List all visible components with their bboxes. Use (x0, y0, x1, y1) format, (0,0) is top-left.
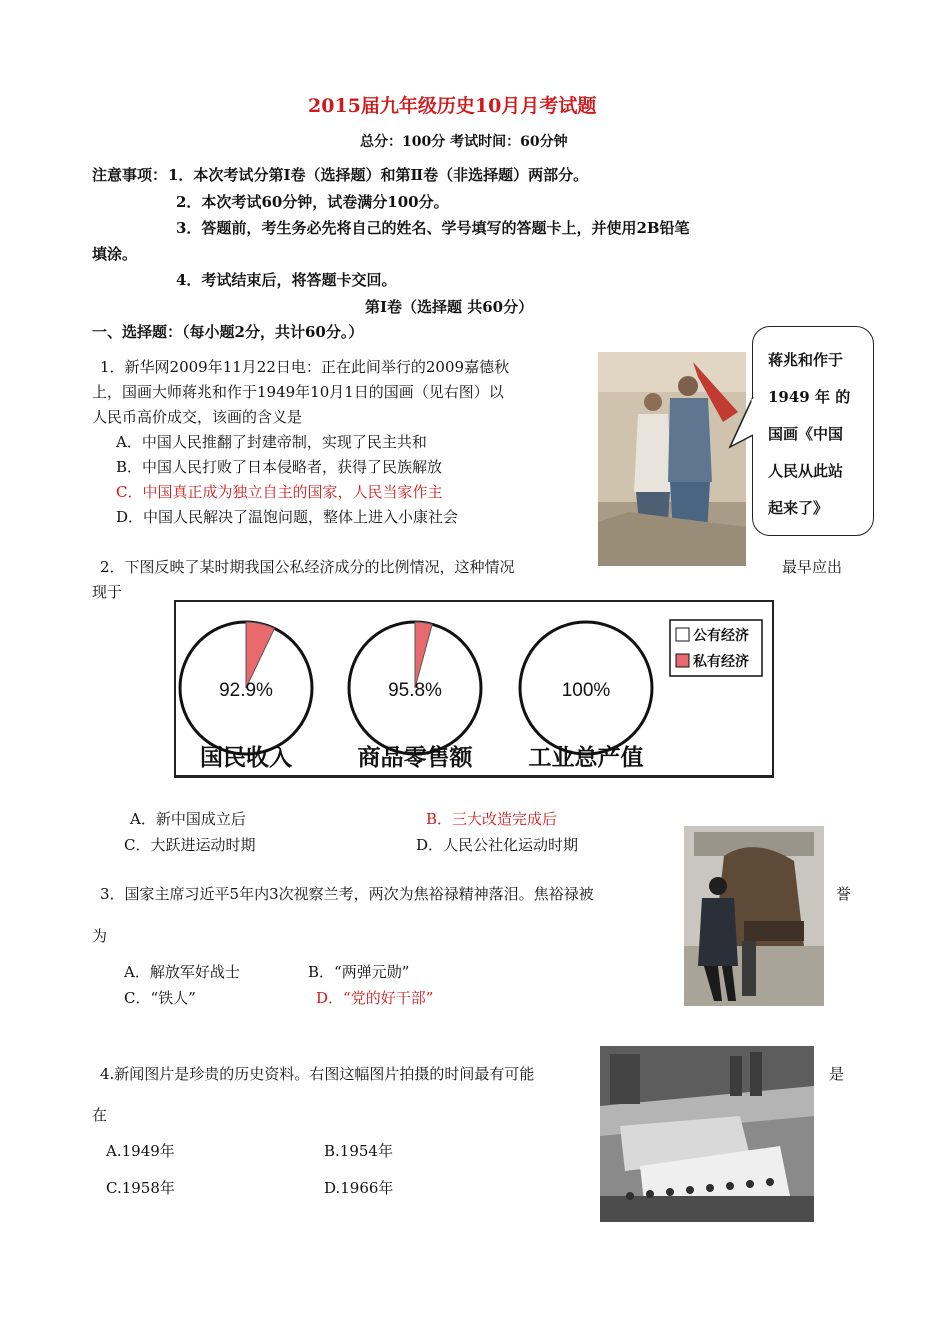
part-heading: 一、选择题：（每小题2分，共计60分。） (92, 323, 364, 341)
q3-option-d: D．“党的好干部” (316, 989, 434, 1007)
q3-line-1-tail: 誉 (836, 885, 852, 903)
q3-option-b: B．“两弹元勋” (308, 963, 410, 981)
q4-line-2: 在 (92, 1106, 108, 1124)
q2-line-2: 现于 (92, 583, 123, 601)
q4-line-1-tail: 是 (829, 1065, 845, 1083)
q1-option-b: B．中国人民打败了日本侵略者，获得了民族解放 (116, 458, 443, 476)
note-item-1: 1．本次考试分第Ⅰ卷（选择题）和第Ⅱ卷（非选择题）两部分。 (168, 166, 589, 184)
q2-line-1-tail: 最早应出 (782, 558, 843, 576)
legend-label-public: 公有经济 (693, 628, 749, 644)
bubble-line-4: 人民从此站 (768, 462, 844, 480)
q3-line-2: 为 (92, 927, 108, 945)
q3-option-a: A．解放军好战士 (124, 963, 240, 981)
q1-option-d: D．中国人民解决了温饱问题，整体上进入小康社会 (116, 508, 459, 526)
q2-option-c: C．大跃进运动时期 (124, 836, 256, 854)
legend-label-private: 私有经济 (693, 654, 749, 670)
q4-option-a: A.1949年 (106, 1142, 175, 1160)
q3-line-1: 3．国家主席习近平5年内3次视察兰考，两次为焦裕禄精神落泪。焦裕禄被 (100, 885, 594, 903)
pie-value-label: 92.9% (219, 680, 273, 701)
q2-option-a: A．新中国成立后 (130, 810, 246, 828)
q3-option-c: C．“铁人” (124, 989, 196, 1007)
pie-title: 国民收入 (200, 745, 292, 771)
note-item-2: 2．本次考试60分钟，试卷满分100分。 (176, 193, 449, 211)
bubble-line-2: 1949 年 的 (768, 388, 851, 406)
legend-swatch-public (676, 628, 689, 641)
bubble-line-1: 蒋兆和作于 (768, 351, 844, 369)
q1-line-3: 人民币高价成交，该画的含义是 (92, 408, 303, 426)
bubble-tail (728, 395, 758, 455)
ownership-chart (174, 600, 774, 778)
pie-title: 商品零售额 (357, 745, 473, 771)
note-item-4: 4．考试结束后，将答题卡交回。 (176, 271, 397, 289)
notes-label: 注意事项： (92, 166, 168, 184)
page-title: 2015届九年级历史10月月考试题 (308, 95, 597, 117)
q4-option-c: C.1958年 (106, 1179, 175, 1197)
q1-option-a: A．中国人民推翻了封建帝制，实现了民主共和 (116, 433, 427, 451)
legend-swatch-private (676, 654, 689, 667)
q4-option-b: B.1954年 (324, 1142, 393, 1160)
q2-option-b: B．三大改造完成后 (426, 810, 558, 828)
pie-value-label: 100% (561, 680, 611, 701)
q1-line-1: 1．新华网2009年11月22日电：正在此间举行的2009嘉德秋 (100, 358, 510, 376)
bubble-line-3: 国画《中国 (768, 425, 844, 443)
pie-title: 工业总产值 (528, 745, 644, 771)
painting-image (598, 352, 746, 566)
exam-info: 总分：100分 考试时间：60分钟 (360, 134, 568, 150)
q4-option-d: D.1966年 (324, 1179, 394, 1197)
monument-photo (684, 826, 824, 1006)
section-heading: 第Ⅰ卷（选择题 共60分） (365, 298, 534, 316)
parade-photo (600, 1046, 814, 1222)
note-item-3: 3．答题前，考生务必先将自己的姓名、学号填写的答题卡上，并使用2B铅笔 (176, 219, 690, 237)
pie-value-label: 95.8% (388, 680, 442, 701)
q2-option-d: D．人民公社化运动时期 (416, 836, 579, 854)
q2-line-1: 2．下图反映了某时期我国公私经济成分的比例情况，这种情况 (100, 558, 515, 576)
q1-option-c: C．中国真正成为独立自主的国家，人民当家作主 (116, 483, 443, 501)
note-item-3-cont: 填涂。 (92, 245, 138, 263)
q4-line-1: 4.新闻图片是珍贵的历史资料。右图这幅图片拍摄的时间最有可能 (100, 1065, 535, 1083)
bubble-line-5: 起来了》 (768, 499, 829, 517)
q1-line-2: 上，国画大师蒋兆和作于1949年10月1日的国画（见右图）以 (92, 383, 504, 401)
